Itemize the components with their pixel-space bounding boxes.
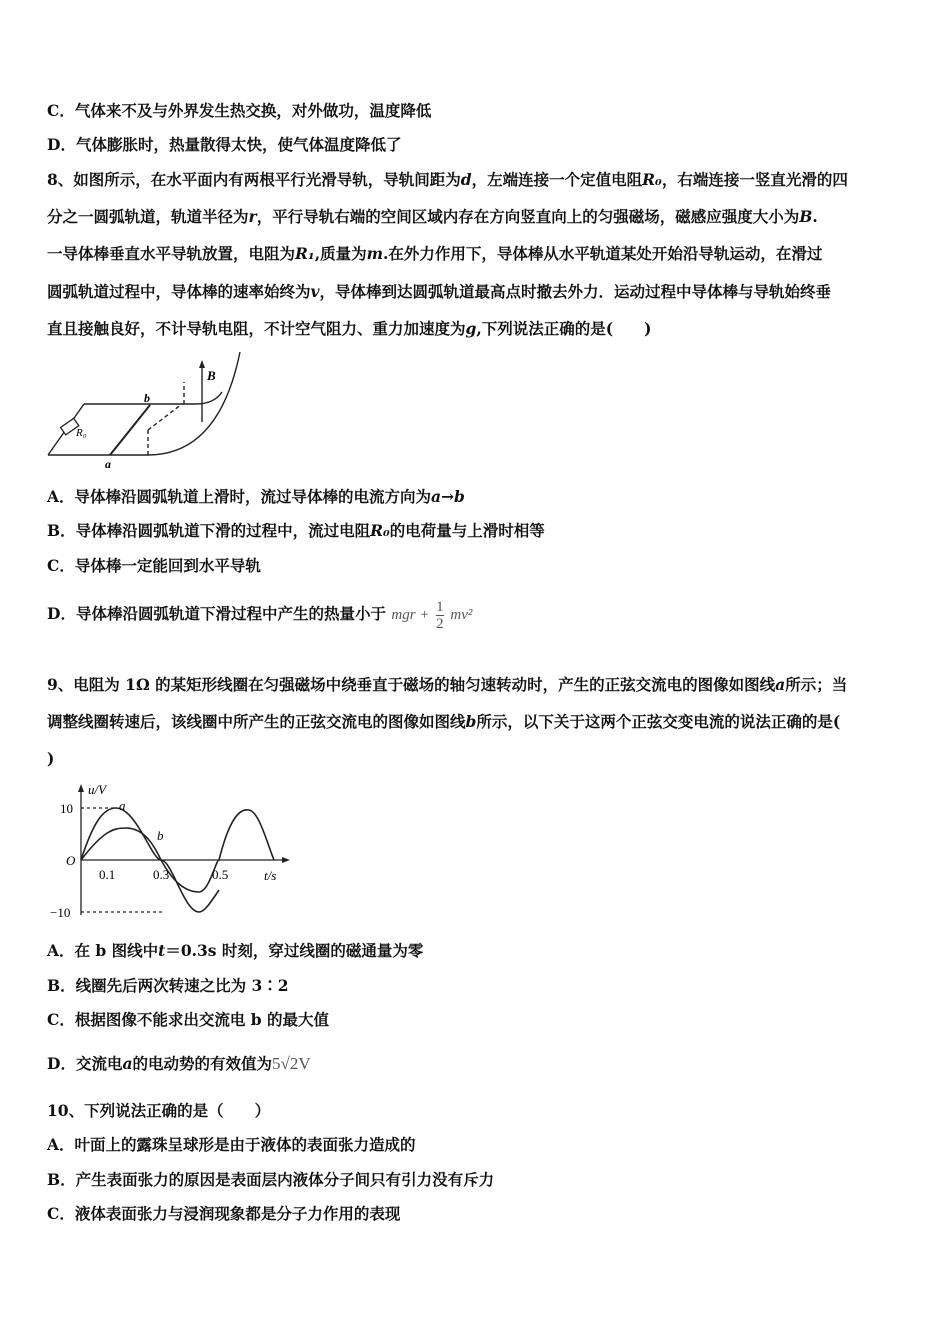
q8-stem-line1: 8、如图所示，在水平面内有两根平行光滑导轨，导轨间距为d，左端连接一个定值电阻R₀，右端连接一竖直光滑的四 [47,170,848,189]
q9-option-a: A．在 b 图线中t＝0.3s 时刻，穿过线圈的磁通量为零 [47,941,424,960]
curve-b-label: b [157,828,164,843]
y-tick-10: 10 [60,801,73,816]
q9-stem-line1: 9、电阻为 1Ω 的某矩形线圈在匀强磁场中绕垂直于磁场的轴匀速转动时，产生的正弦交流电的图像如图线a所示；当 [47,675,848,694]
y-axis-arrow [78,784,84,792]
q7-option-d: D．气体膨胀时，热量散得太快，使气体温度降低了 [47,135,402,154]
x-tick-0.1: 0.1 [99,867,116,882]
q8-rail-figure [44,352,249,470]
label-R0: R₀ [76,427,87,439]
q9-stem-line3: ) [47,749,55,768]
q7-option-c: C．气体来不及与外界发生热交换，对外做功，温度降低 [47,101,432,120]
q9-option-d: D．交流电a的电动势的有效值为5√2V [47,1054,311,1073]
q8-option-c: C．导体棒一定能回到水平导轨 [47,556,261,575]
q8-stem-line3: 一导体棒垂直水平导轨放置，电阻为R₁,质量为m.在外力作用下，导体棒从水平轨道某处开始沿导轨运动，在滑过 [47,244,823,263]
q10-option-a: A．叶面上的露珠呈球形是由于液体的表面张力造成的 [47,1135,416,1154]
q8-option-d-formula: mgr + $\frac{1}{2}$ mv² [391,599,473,633]
q8-stem-line5: 直且接触良好，不计导轨电阻，不计空气阻力、重力加速度为g,下列说法正确的是( ) [47,319,652,338]
q9-stem-line2: 调整线圈转速后，该线圈中所产生的正弦交流电的图像如图线b所示，以下关于这两个正弦交变电流的说法正确的是( [47,712,841,731]
conductor-rod [110,405,150,455]
q8-stem-line4: 圆弧轨道过程中，导体棒的速率始终为v，导体棒到达圆弧轨道最高点时撤去外力．运动过程中导体棒与导轨始终垂 [47,282,832,301]
origin-label: O [66,853,76,868]
q9-waveform-chart [44,780,294,925]
q8-stem-line2: 分之一圆弧轨道，轨道半径为r，平行导轨右端的空间区域内存在方向竖直向上的匀强磁场，磁感应强度大小为B. [47,207,818,226]
q8-option-d: D．导体棒沿圆弧轨道下滑过程中产生的热量小于 mgr + $\frac{1}{2}$ mv² [47,599,473,633]
x-axis-arrow [282,857,290,863]
label-a: a [105,457,111,470]
q8-option-b: B．导体棒沿圆弧轨道下滑的过程中，流过电阻R₀的电荷量与上滑时相等 [47,521,545,540]
q10-stem: 10、下列说法正确的是（ ） [47,1101,271,1120]
q10-option-c: C．液体表面张力与浸润现象都是分子力作用的表现 [47,1204,401,1223]
back-arc [196,392,222,404]
curve-a-label: a [119,798,126,813]
q9-option-b: B．线圈先后两次转速之比为 3∶2 [47,976,289,995]
q9-option-c: C．根据图像不能求出交流电 b 的最大值 [47,1010,329,1029]
y-axis-label: u/V [88,782,107,797]
x-tick-0.5: 0.5 [212,867,229,882]
label-b: b [144,391,150,405]
x-tick-0.3: 0.3 [153,867,170,882]
x-axis-label: t/s [264,868,277,883]
q8-option-a: A．导体棒沿圆弧轨道上滑时，流过导体棒的电流方向为a→b [47,487,465,506]
y-tick-neg10: −10 [50,905,71,920]
b-field-arrowhead [199,360,205,368]
label-B: B [207,368,216,383]
q10-option-b: B．产生表面张力的原因是表面层内液体分子间只有引力没有斥力 [47,1170,495,1189]
